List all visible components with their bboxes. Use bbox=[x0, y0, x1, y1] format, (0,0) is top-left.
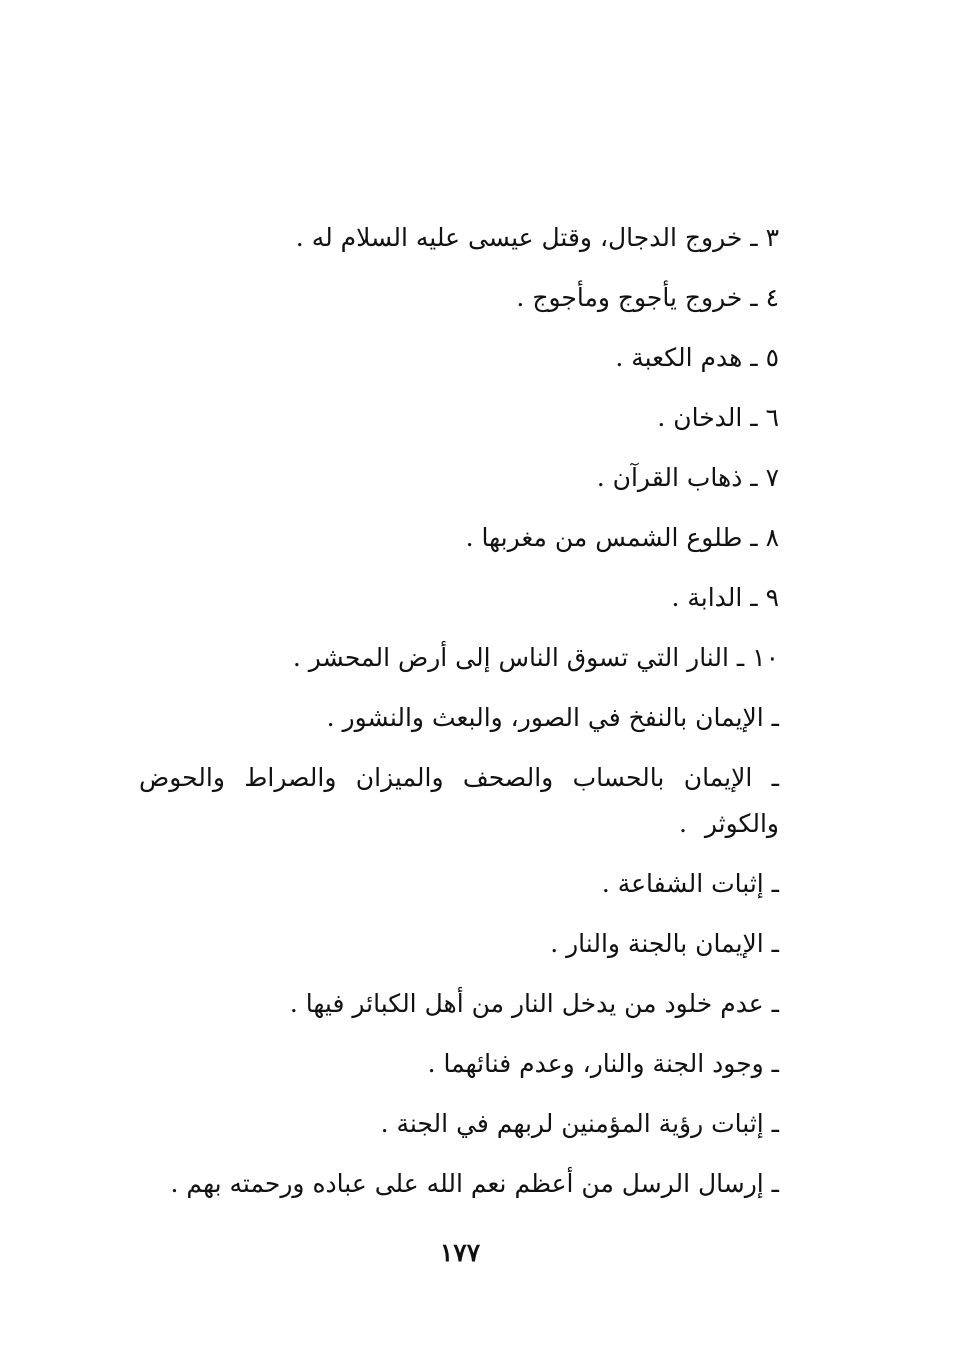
list-item: ـ إثبات الشفاعة . bbox=[601, 869, 779, 898]
list-item: ٤ ـ خروج يأجوج ومأجوج . bbox=[516, 283, 779, 312]
list-item: ٩ ـ الدابة . bbox=[671, 583, 779, 612]
list-item: ـ الإيمان بالنفخ في الصور، والبعث والنشور . bbox=[326, 703, 779, 732]
list-item: ٦ ـ الدخان . bbox=[657, 403, 779, 432]
list-item: ـ وجود الجنة والنار، وعدم فنائهما . bbox=[427, 1049, 779, 1078]
list-item: ١٠ ـ النار التي تسوق الناس إلى أرض المحشر . bbox=[292, 643, 779, 672]
list-item: ٨ ـ طلوع الشمس من مغربها . bbox=[465, 523, 779, 552]
list-item: ٧ ـ ذهاب القرآن . bbox=[596, 463, 779, 492]
list-item: ٥ ـ هدم الكعبة . bbox=[615, 343, 779, 372]
list-item: ـ الإيمان بالجنة والنار . bbox=[550, 929, 779, 958]
list-item: ٣ ـ خروج الدجال، وقتل عيسى عليه السلام له . bbox=[295, 223, 779, 252]
text-body bbox=[139, 208, 779, 1214]
list-item: ـ إثبات رؤية المؤمنين لربهم في الجنة . bbox=[380, 1109, 779, 1138]
list-item: ـ عدم خلود من يدخل النار من أهل الكبائر فيها . bbox=[289, 989, 779, 1018]
list-item: ـ الإيمان بالحساب والصحف والميزان والصراط والحوض والكوثر . bbox=[139, 763, 779, 838]
page-number: ١٧٧ bbox=[439, 1238, 481, 1267]
list-item: ـ إرسال الرسل من أعظم نعم الله على عباده ورحمته بهم . bbox=[170, 1169, 779, 1198]
